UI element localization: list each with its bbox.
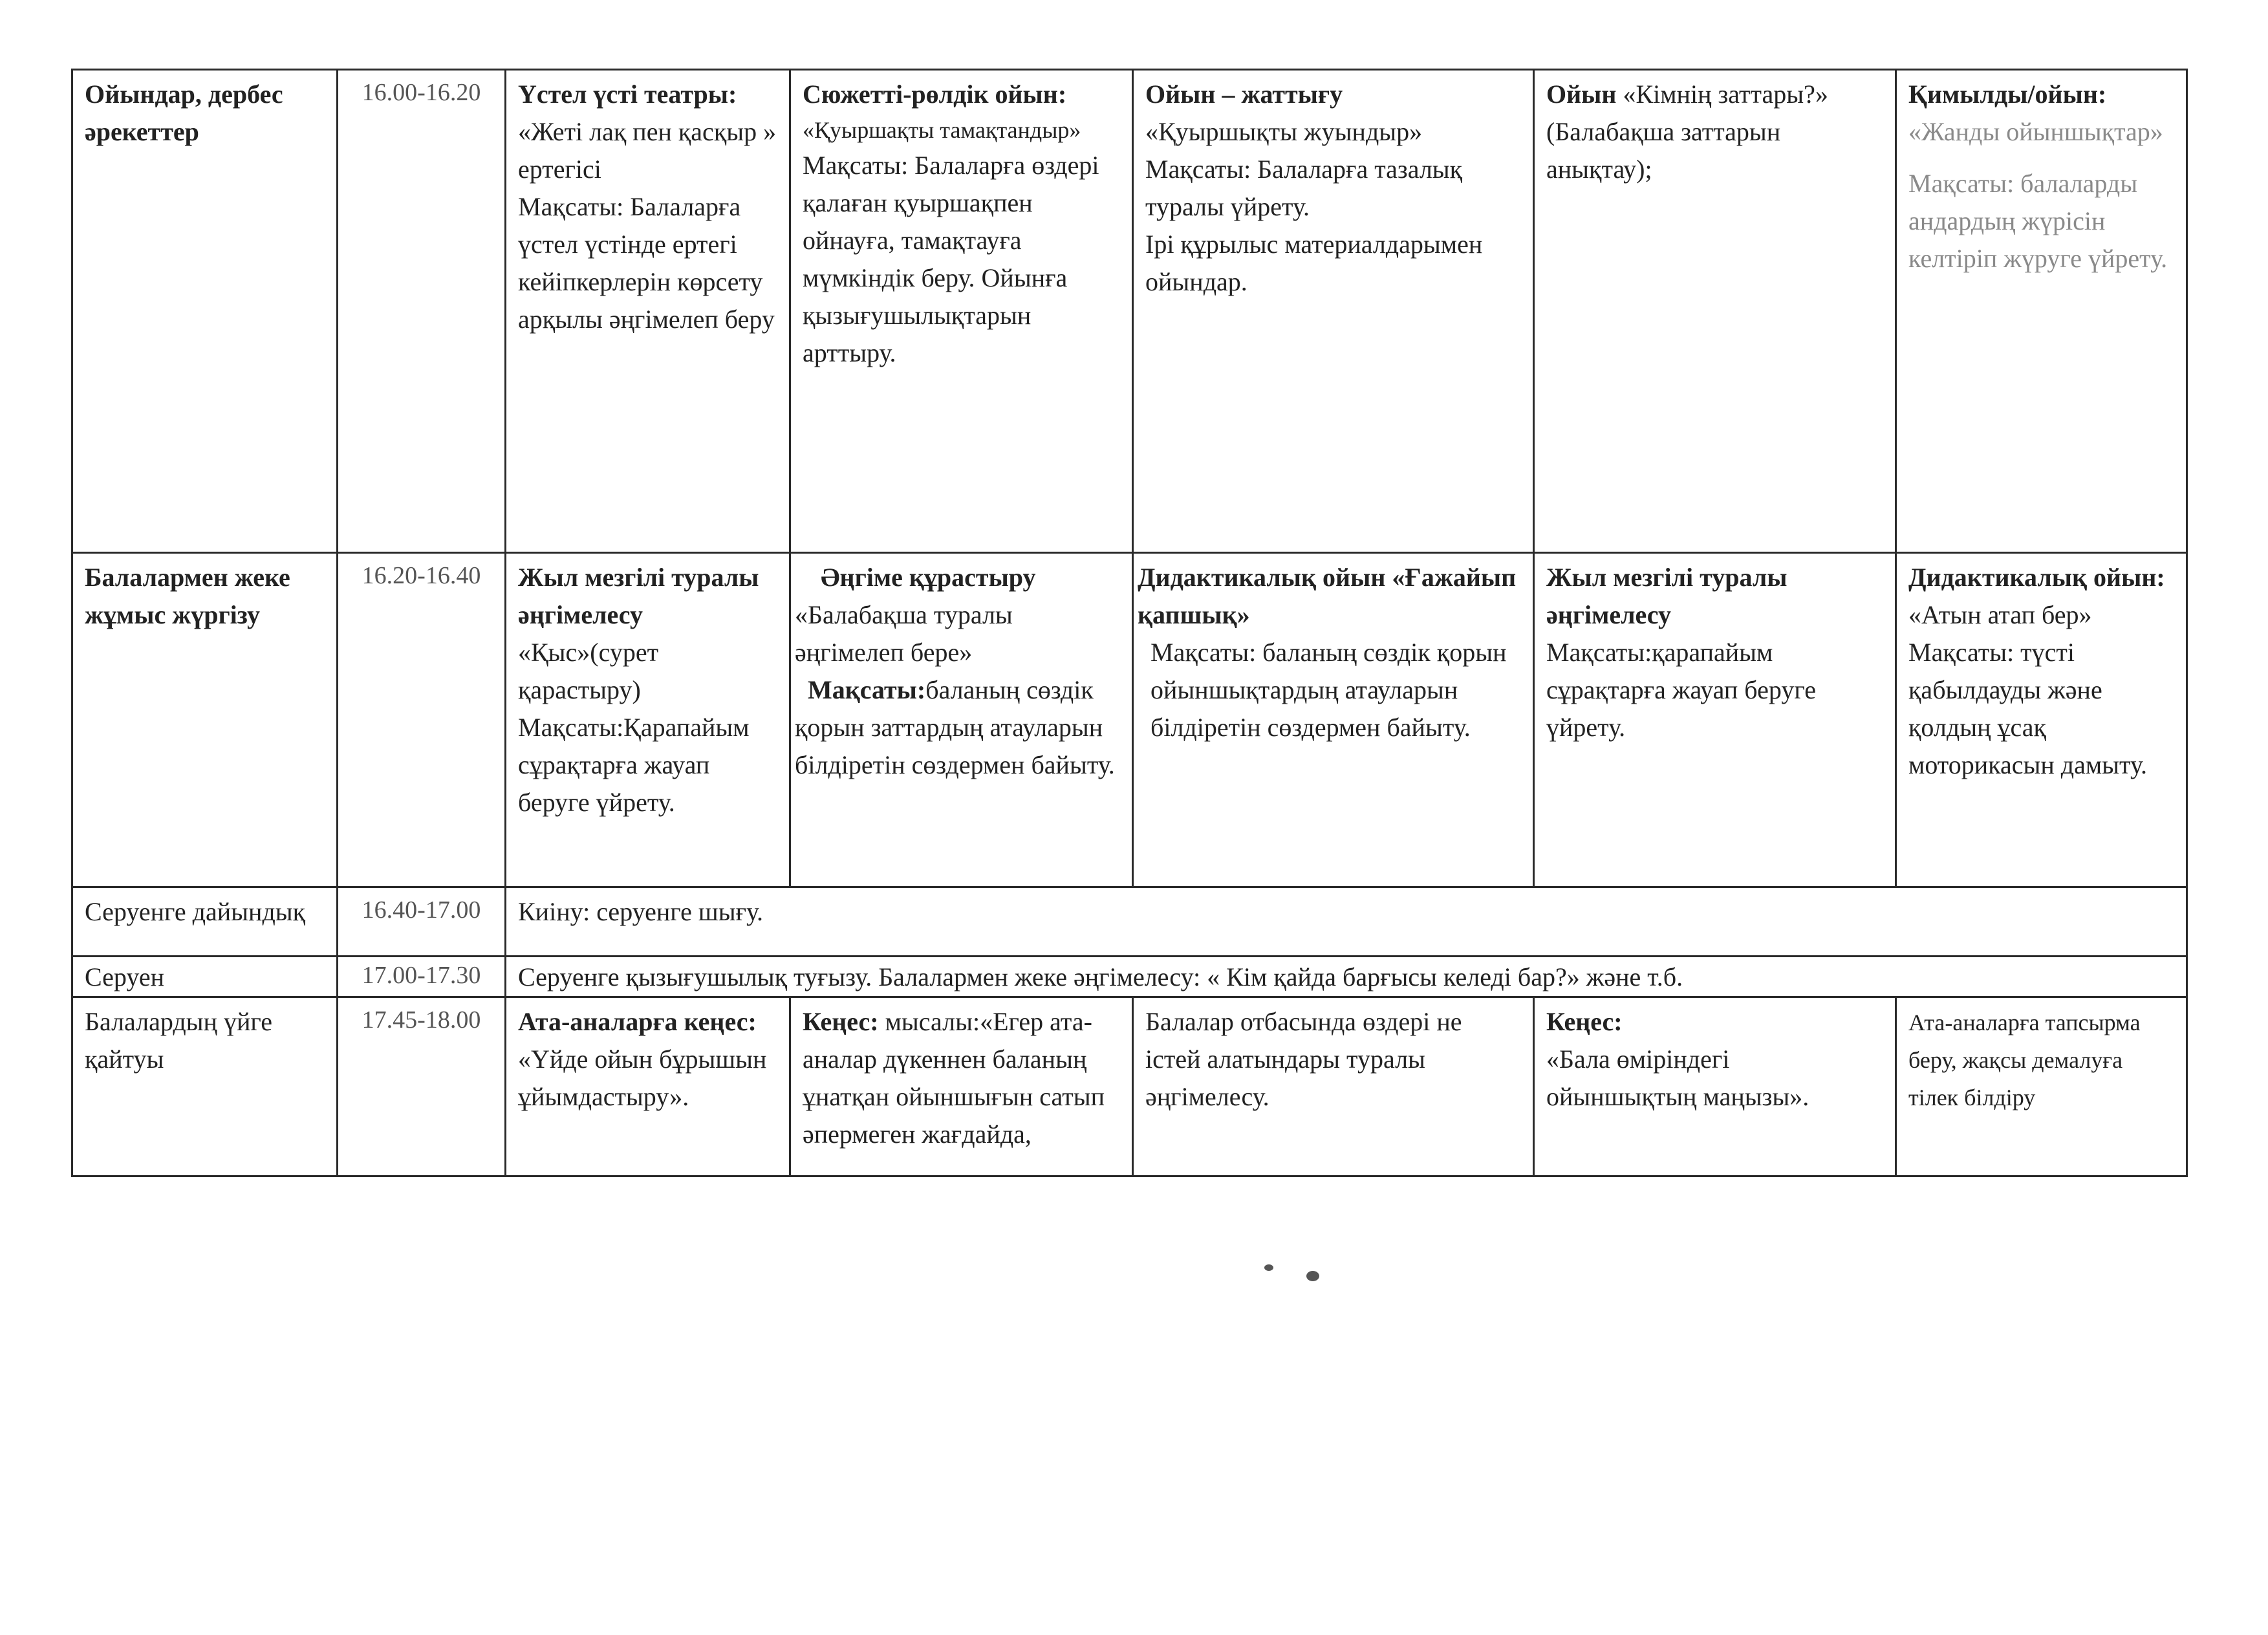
time-cell: 16.40-17.00 xyxy=(338,887,506,957)
activity-text: «Жанды ойыншықтар» xyxy=(1908,117,2163,146)
activity-text: Мақсаты: Балаларға үстел үстінде ертегі кейіпкерлерін көрсету арқылы әңгімелеп беру xyxy=(518,192,775,334)
activity-cell xyxy=(506,70,790,553)
activity-cell xyxy=(1534,997,1896,1176)
row-label: Серуен xyxy=(72,957,338,997)
time-cell: 16.00-16.20 xyxy=(338,70,506,553)
scan-speck xyxy=(1264,1264,1273,1271)
table-row xyxy=(72,70,2187,553)
activity-title: Қимылды/ойын: xyxy=(1908,80,2107,109)
activity-text: «Қыс»(сурет қарастыру) xyxy=(518,638,659,704)
activity-text: мысалы:«Егер ата-аналар дүкеннен баланың ұнатқан ойыншығын сатып әпермеген жағдайда, xyxy=(803,1007,1105,1149)
activity-cell xyxy=(506,553,790,887)
activity-text: Мақсаты: xyxy=(808,675,926,704)
activity-cell xyxy=(1896,70,2187,553)
activity-cell xyxy=(506,887,2187,957)
table-row xyxy=(72,957,2187,997)
activity-title: Үстел үсті театры: xyxy=(518,80,737,109)
activity-cell xyxy=(790,997,1133,1176)
activity-text: Мақсаты: баланың сөздік қорын ойыншықтардың атауларын білдіретін сөздермен байыту. xyxy=(1150,638,1507,742)
activity-title: Кеңес: xyxy=(1546,1007,1623,1036)
activity-text: баланың сөздік қорын заттардың атауларын білдіретін сөздермен байыту. xyxy=(795,675,1115,779)
activity-text: «Қуыршықты жуындыр» xyxy=(1145,117,1423,146)
row-label: Балалардың үйге қайтуы xyxy=(72,997,338,1176)
activity-text: Мақсаты: түсті қабылдауды және қолдың ұсақ моторикасын дамыту. xyxy=(1908,638,2148,779)
table-row xyxy=(72,553,2187,887)
activity-cell xyxy=(1896,553,2187,887)
activity-cell xyxy=(790,70,1133,553)
activity-text: «Кімнің заттары?» (Балабақша заттарын анықтау); xyxy=(1546,80,1828,184)
activity-title: Дидактикалық ойын «Ғажайып қапшық» xyxy=(1138,563,1517,629)
row-label: Серуенге дайындық xyxy=(72,887,338,957)
activity-title: Жыл мезгілі туралы әңгімелесу xyxy=(1546,563,1787,629)
activity-title: Ойын xyxy=(1546,80,1617,109)
activity-cell xyxy=(506,997,790,1176)
schedule-table xyxy=(71,69,2188,1177)
table-row xyxy=(72,887,2187,957)
activity-text: Мақсаты: Балаларға тазалық туралы үйрету. xyxy=(1145,155,1463,221)
activity-cell xyxy=(1133,70,1534,553)
activity-title: Әңгіме құрастыру xyxy=(821,563,1036,592)
activity-title: Ата-аналарға кеңес: xyxy=(518,1007,757,1036)
activity-text: Ірі құрылыс материалдарымен ойындар. xyxy=(1145,230,1483,296)
activity-text: «Бала өміріндегі ойыншықтың маңызы». xyxy=(1546,1045,1809,1111)
activity-title: Сюжетті-рөлдік ойын: xyxy=(803,80,1067,109)
activity-cell xyxy=(1133,997,1534,1176)
activity-text: Мақсаты:Қарапайым сұрақтарға жауап беруге үйрету. xyxy=(518,713,750,817)
time-cell: 16.20-16.40 xyxy=(338,553,506,887)
activity-cell xyxy=(790,553,1133,887)
row-label: Ойындар, дербес әрекеттер xyxy=(72,70,338,553)
activity-text: «Балабақша туралы әңгімелеп бере» xyxy=(795,600,1013,667)
activity-title: Кеңес: xyxy=(803,1007,879,1036)
activity-text: «Атын атап бер» xyxy=(1908,600,2092,629)
scan-speck xyxy=(1306,1271,1319,1281)
activity-text: Киіну: серуенге шығу. xyxy=(518,897,764,926)
activity-title: Ойын – жаттығу xyxy=(1145,80,1343,109)
activity-text: Мақсаты:қарапайым сұрақтарға жауап беруге үйрету. xyxy=(1546,638,1816,742)
activity-text: Мақсаты: балаларды андардың жүрісін келтіріп жүруге үйрету. xyxy=(1908,169,2168,273)
row-label: Балалармен жеке жұмыс жүргізу xyxy=(72,553,338,887)
activity-cell xyxy=(1534,553,1896,887)
activity-text: Мақсаты: Балаларға өздері қалаған қуыршақпен ойнауға, тамақтауға мүмкіндік беру. Ойынға қызығушылықтарын арттыру. xyxy=(803,151,1099,367)
activity-text: Серуенге қызығушылық туғызу. Балалармен жеке әңгімелесу: « Кім қайда барғысы келеді бар?» және т.б. xyxy=(518,962,1683,991)
time-cell: 17.00-17.30 xyxy=(338,957,506,997)
time-cell: 17.45-18.00 xyxy=(338,997,506,1176)
table-row xyxy=(72,997,2187,1176)
activity-text: «Қуыршақты тамақтандыр» xyxy=(803,117,1081,143)
activity-title: Жыл мезгілі туралы әңгімелесу xyxy=(518,563,759,629)
activity-text: Балалар отбасында өздері не істей алатындары туралы әңгімелесу. xyxy=(1145,1007,1462,1111)
activity-cell xyxy=(1896,997,2187,1176)
activity-cell xyxy=(506,957,2187,997)
activity-text: «Жеті лақ пен қасқыр » ертегісі xyxy=(518,117,777,184)
activity-text: Ата-аналарға тапсырма беру, жақсы демалуға тілек білдіру xyxy=(1908,1010,2141,1110)
activity-cell xyxy=(1133,553,1534,887)
activity-cell xyxy=(1534,70,1896,553)
activity-text: «Үйде ойын бұрышын ұйымдастыру». xyxy=(518,1045,767,1111)
activity-title: Дидактикалық ойын: xyxy=(1908,563,2165,592)
